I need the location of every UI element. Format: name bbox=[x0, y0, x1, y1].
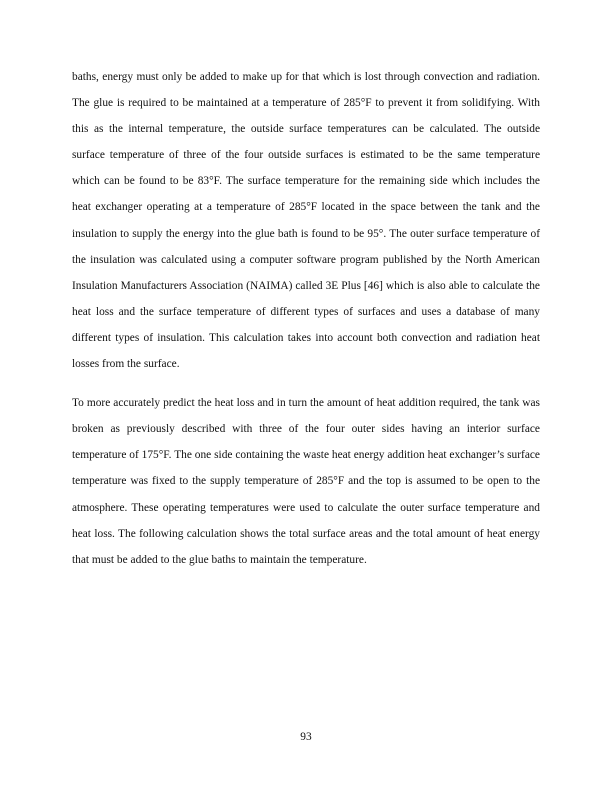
body-paragraph-1: baths, energy must only be added to make up for that which is lost through convection and radiation. The glue is required to be maintained at a temperature of 285°F to prevent it from solidifying. With this as the internal temperature, the outside surface temperatures can be calculated. The outside surface temperature of three of the four outside surfaces is estimated to be the same temperature which can be found to be 83°F. The surface temperature for the remaining side which includes the heat exchanger operating at a temperature of 285°F located in the space between the tank and the insulation to supply the energy into the glue bath is found to be 95°. The outer surface temperature of the insulation was calculated using a computer software program published by the North American Insulation Manufacturers Association (NAIMA) called 3E Plus [46] which is also able to calculate the heat loss and the surface temperature of different types of surfaces and uses a database of many different types of insulation. This calculation takes into account both convection and radiation heat losses from the surface. bbox=[72, 71, 540, 371]
page-number: 93 bbox=[300, 731, 312, 743]
document-page bbox=[72, 64, 540, 573]
body-paragraph-2: To more accurately predict the heat loss and in turn the amount of heat addition required, the tank was broken as previously described with three of the four outer sides having an interior surface temperature of 175°F. The one side containing the waste heat energy addition heat exchanger’s surface temperature was fixed to the supply temperature of 285°F and the top is assumed to be open to the atmosphere. These operating temperatures were used to calculate the outer surface temperature and heat loss. The following calculation shows the total surface areas and the total amount of heat energy that must be added to the glue baths to maintain the temperature. bbox=[72, 397, 540, 566]
